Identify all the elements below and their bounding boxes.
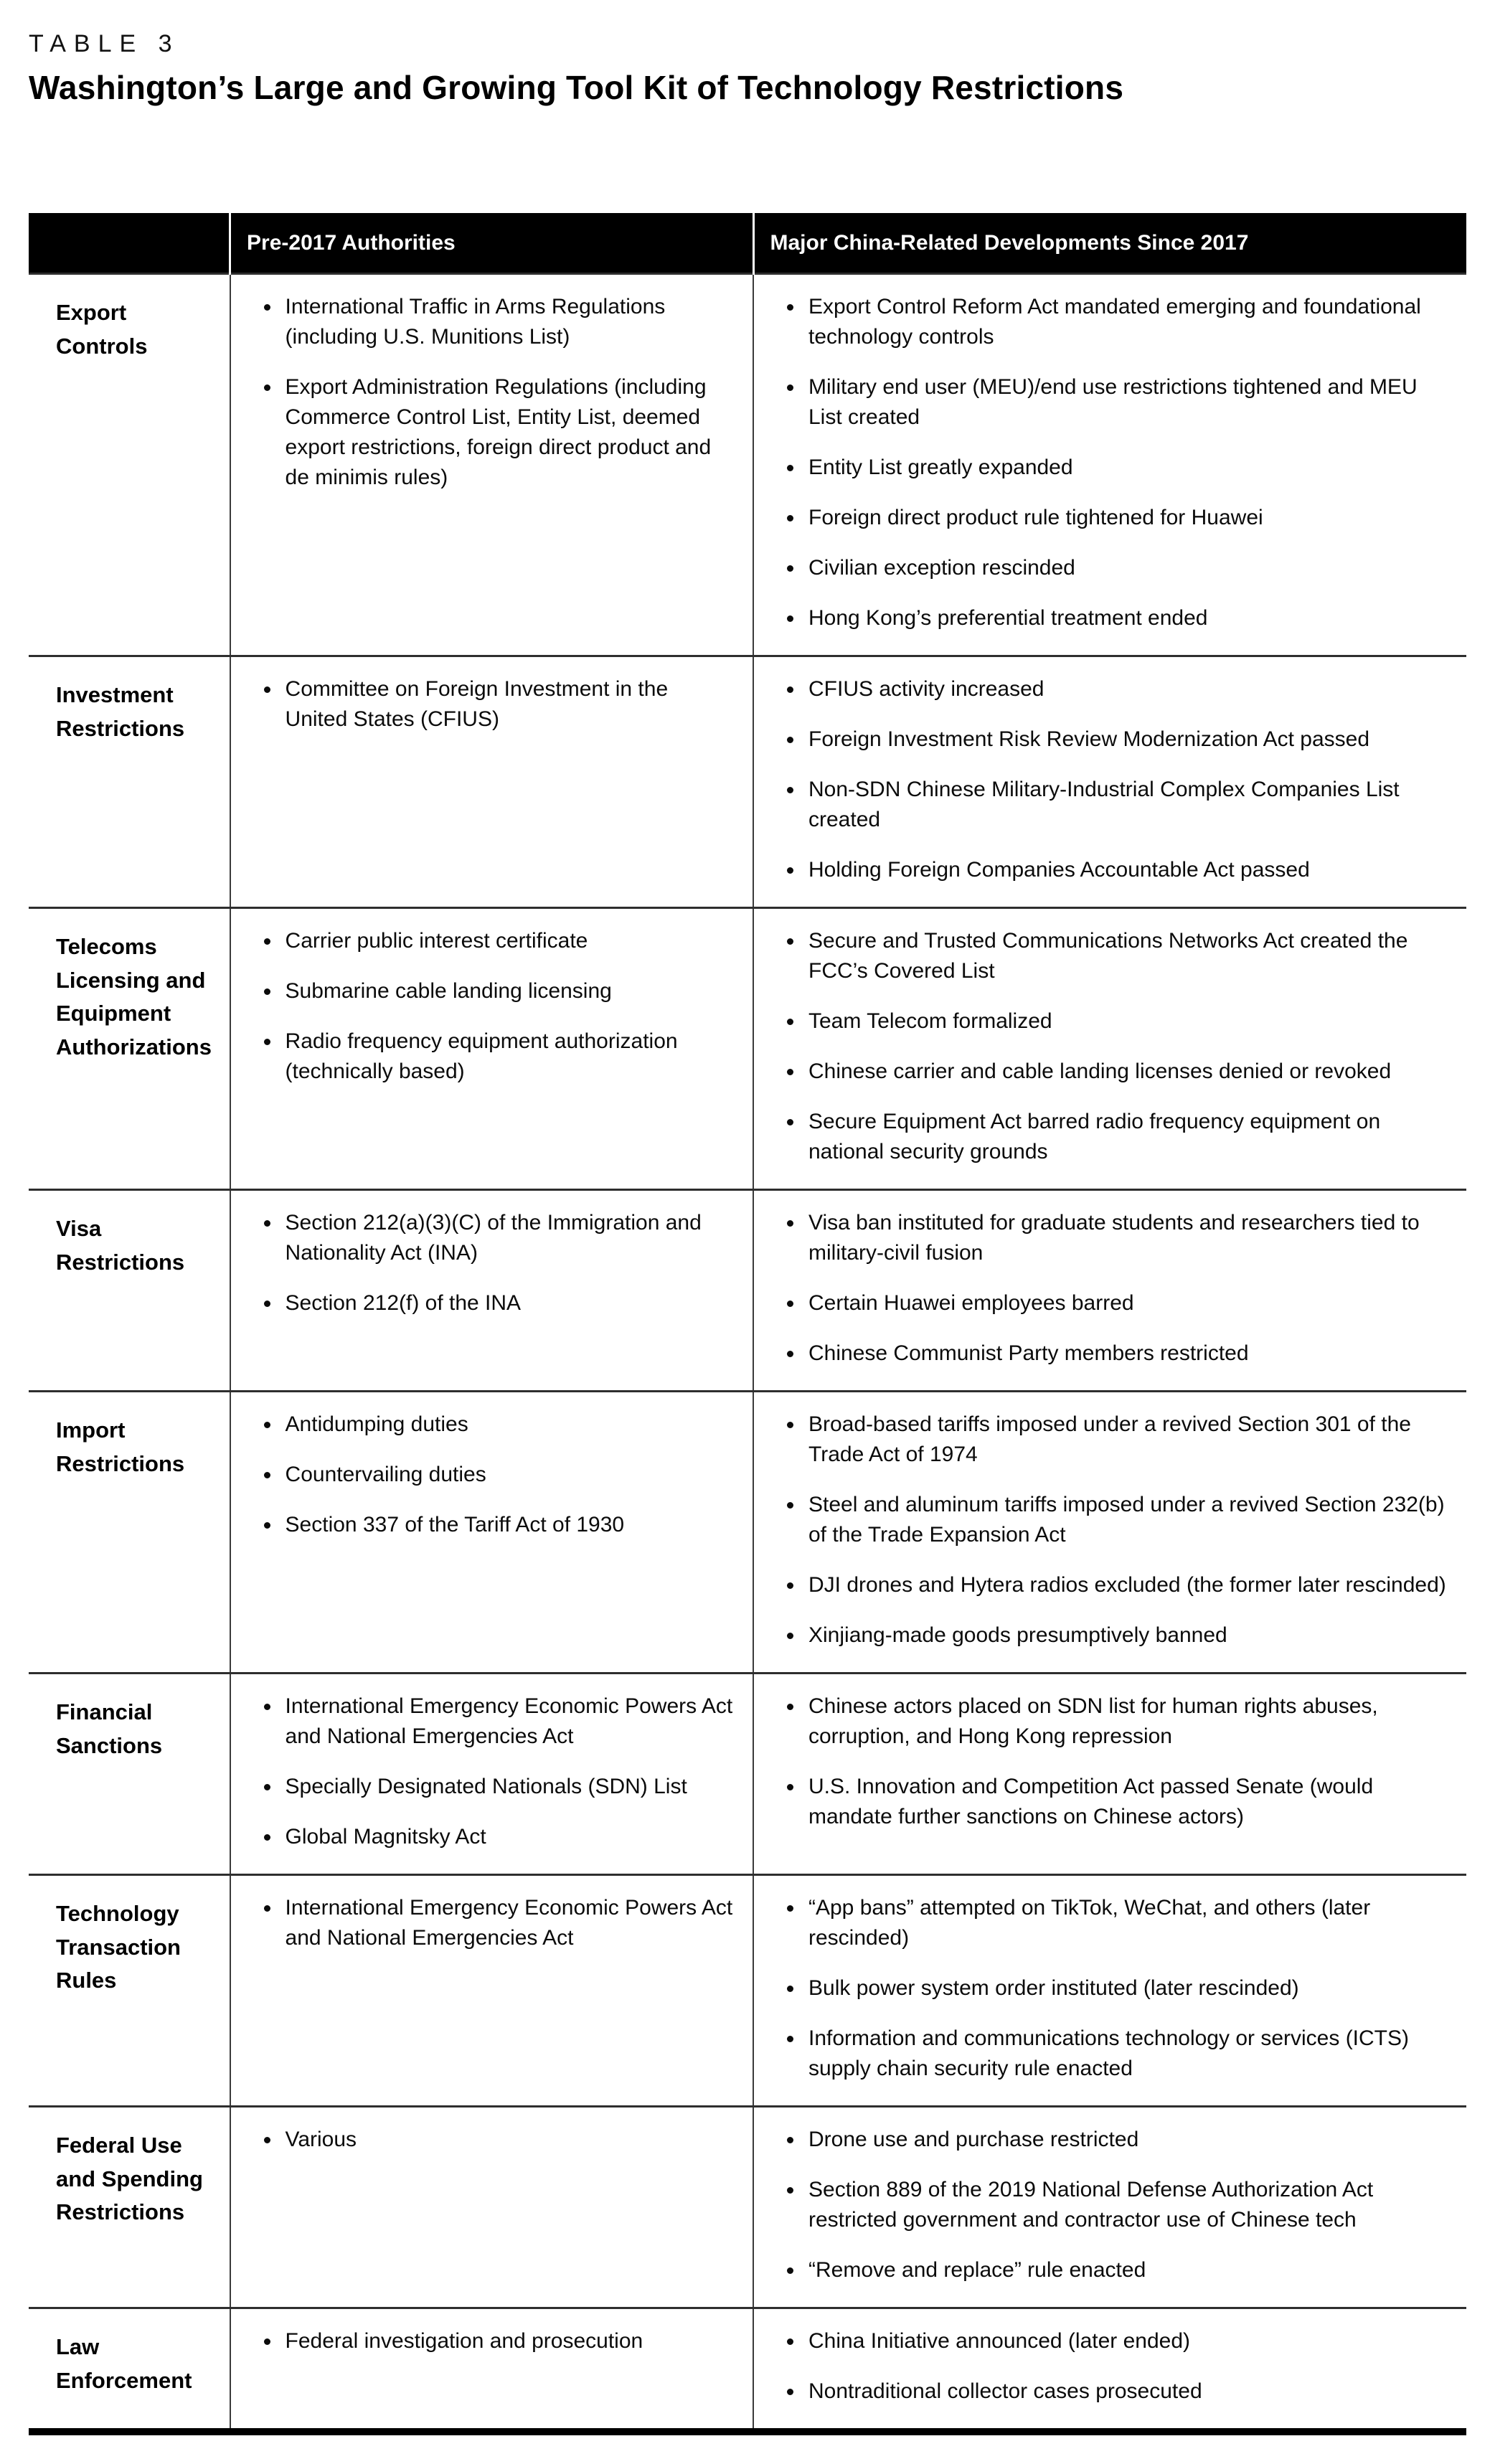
bullet-item: • Team Telecom formalized — [804, 1006, 1448, 1037]
since-2017-cell — [753, 656, 1466, 908]
bullet-item: • Certain Huawei employees barred — [804, 1288, 1448, 1318]
bullet-item: • International Emergency Economic Powers Act and National Emergencies Act — [281, 1691, 734, 1752]
pre-2017-cell — [230, 1875, 753, 2107]
bullet-item: • China Initiative announced (later ended) — [804, 2326, 1448, 2356]
bullet-item: • Information and communications technology or services (ICTS) supply chain security rule enacted — [804, 2024, 1448, 2084]
pre-2017-cell — [230, 2107, 753, 2308]
bullet-item: • Bulk power system order instituted (later rescinded) — [804, 1973, 1448, 2003]
bullet-item: • Various — [281, 2125, 734, 2155]
row-category-label: Telecoms Licensing and Equipment Authorizations — [56, 934, 212, 1059]
row-category-label: Investment Restrictions — [56, 682, 185, 741]
bullet-item: • Export Administration Regulations (including Commerce Control List, Entity List, deemed export restrictions, foreign direct product and de minimis rules) — [281, 372, 734, 493]
since-2017-cell — [753, 1190, 1466, 1392]
bullet-list — [247, 1208, 734, 1318]
table-row — [29, 274, 1466, 656]
bullet-item: • Specially Designated Nationals (SDN) List — [281, 1772, 734, 1802]
bullet-item: • Section 889 of the 2019 National Defense Authorization Act restricted government and contractor use of Chinese tech — [804, 2175, 1448, 2235]
bullet-item: • International Emergency Economic Powers Act and National Emergencies Act — [281, 1893, 734, 1953]
bullet-item: • Chinese carrier and cable landing licenses denied or revoked — [804, 1057, 1448, 1087]
bullet-item: • “Remove and replace” rule enacted — [804, 2255, 1448, 2285]
table-row — [29, 1190, 1466, 1392]
table-number-kicker: TABLE 3 — [29, 30, 180, 57]
since-2017-cell — [753, 2107, 1466, 2308]
header-cell-pre-2017: Pre-2017 Authorities — [230, 213, 753, 274]
table-row — [29, 1875, 1466, 2107]
bullet-item: • Military end user (MEU)/end use restrictions tightened and MEU List created — [804, 372, 1448, 433]
since-2017-cell — [753, 1875, 1466, 2107]
bullet-item: • Submarine cable landing licensing — [281, 976, 734, 1006]
bullet-list — [770, 1208, 1448, 1369]
bullet-list — [770, 2326, 1448, 2407]
bullet-item: • Entity List greatly expanded — [804, 453, 1448, 483]
bullet-item: • Section 212(a)(3)(C) of the Immigration and Nationality Act (INA) — [281, 1208, 734, 1268]
bullet-list — [770, 926, 1448, 1167]
bullet-list — [247, 1893, 734, 1953]
bullet-item: • Visa ban instituted for graduate students and researchers tied to military-civil fusion — [804, 1208, 1448, 1268]
table-title: Washington’s Large and Growing Tool Kit of Technology Restrictions — [29, 69, 1124, 106]
bullet-item: • Chinese actors placed on SDN list for human rights abuses, corruption, and Hong Kong repression — [804, 1691, 1448, 1752]
bullet-item: • Chinese Communist Party members restricted — [804, 1339, 1448, 1369]
bullet-list — [770, 292, 1448, 633]
row-category-label: Federal Use and Spending Restrictions — [56, 2133, 203, 2224]
row-category-label: Financial Sanctions — [56, 1699, 163, 1758]
bullet-item: • U.S. Innovation and Competition Act passed Senate (would mandate further sanctions on Chinese actors) — [804, 1772, 1448, 1832]
since-2017-cell — [753, 908, 1466, 1190]
bullet-item: • Foreign direct product rule tightened for Huawei — [804, 503, 1448, 533]
bullet-item: • Nontraditional collector cases prosecuted — [804, 2376, 1448, 2407]
bullet-item: • DJI drones and Hytera radios excluded (the former later rescinded) — [804, 1570, 1448, 1600]
bullet-item: • Federal investigation and prosecution — [281, 2326, 734, 2356]
bullet-item: • Xinjiang-made goods presumptively banned — [804, 1620, 1448, 1651]
bullet-item: • Civilian exception rescinded — [804, 553, 1448, 583]
bullet-item: • Committee on Foreign Investment in the United States (CFIUS) — [281, 674, 734, 735]
bullet-list — [247, 2125, 734, 2155]
pre-2017-cell — [230, 2308, 753, 2432]
bullet-item: • International Traffic in Arms Regulations (including U.S. Munitions List) — [281, 292, 734, 352]
bullet-item: • Hong Kong’s preferential treatment ended — [804, 603, 1448, 633]
bullet-list — [247, 674, 734, 735]
bullet-list — [247, 926, 734, 1087]
bullet-item: • Steel and aluminum tariffs imposed under a revived Section 232(b) of the Trade Expansion Act — [804, 1490, 1448, 1550]
since-2017-cell — [753, 1392, 1466, 1674]
bullet-list — [247, 292, 734, 493]
bullet-item: • Broad-based tariffs imposed under a revived Section 301 of the Trade Act of 1974 — [804, 1410, 1448, 1470]
bullet-item: • Radio frequency equipment authorization (technically based) — [281, 1026, 734, 1087]
bullet-item: • Drone use and purchase restricted — [804, 2125, 1448, 2155]
table-body — [29, 274, 1466, 2432]
bullet-item: • Export Control Reform Act mandated emerging and foundational technology controls — [804, 292, 1448, 352]
pre-2017-cell — [230, 656, 753, 908]
bullet-list — [770, 1410, 1448, 1651]
bullet-item: • Secure Equipment Act barred radio frequency equipment on national security grounds — [804, 1107, 1448, 1167]
row-category-label: Import Restrictions — [56, 1417, 185, 1476]
bullet-item: • Secure and Trusted Communications Networks Act created the FCC’s Covered List — [804, 926, 1448, 986]
bullet-list — [770, 1893, 1448, 2084]
bullet-item: • Section 212(f) of the INA — [281, 1288, 734, 1318]
bullet-item: • Section 337 of the Tariff Act of 1930 — [281, 1510, 734, 1540]
bullet-item: • “App bans” attempted on TikTok, WeChat, and others (later rescinded) — [804, 1893, 1448, 1953]
bullet-list — [247, 1691, 734, 1852]
pre-2017-cell — [230, 1674, 753, 1875]
bullet-item: • Non-SDN Chinese Military-Industrial Complex Companies List created — [804, 775, 1448, 835]
bullet-item: • Holding Foreign Companies Accountable Act passed — [804, 855, 1448, 885]
row-category-label: Visa Restrictions — [56, 1216, 185, 1275]
row-category-label: Export Controls — [56, 300, 148, 359]
bullet-item: • CFIUS activity increased — [804, 674, 1448, 704]
bullet-item: • Carrier public interest certificate — [281, 926, 734, 956]
table-row — [29, 2308, 1466, 2432]
table-row — [29, 2107, 1466, 2308]
header-cell-since-2017: Major China-Related Developments Since 2017 — [753, 213, 1466, 274]
since-2017-cell — [753, 2308, 1466, 2432]
bullet-item: • Global Magnitsky Act — [281, 1822, 734, 1852]
table-row — [29, 1674, 1466, 1875]
table-header-row — [29, 213, 1466, 274]
bullet-list — [247, 1410, 734, 1540]
pre-2017-cell — [230, 274, 753, 656]
table-row — [29, 908, 1466, 1190]
pre-2017-cell — [230, 1190, 753, 1392]
since-2017-cell — [753, 274, 1466, 656]
bullet-list — [770, 2125, 1448, 2285]
since-2017-cell — [753, 1674, 1466, 1875]
pre-2017-cell — [230, 908, 753, 1190]
table-row — [29, 656, 1466, 908]
row-category-label: Technology Transaction Rules — [56, 1901, 181, 1993]
table-row — [29, 1392, 1466, 1674]
bullet-list — [770, 674, 1448, 885]
pre-2017-cell — [230, 1392, 753, 1674]
bullet-list — [247, 2326, 734, 2356]
restrictions-table — [29, 213, 1466, 2435]
row-category-label: Law Enforcement — [56, 2334, 192, 2393]
bullet-item: • Antidumping duties — [281, 1410, 734, 1440]
bullet-list — [770, 1691, 1448, 1832]
bullet-item: • Countervailing duties — [281, 1460, 734, 1490]
bullet-item: • Foreign Investment Risk Review Modernization Act passed — [804, 724, 1448, 755]
header-cell-empty — [29, 213, 230, 274]
